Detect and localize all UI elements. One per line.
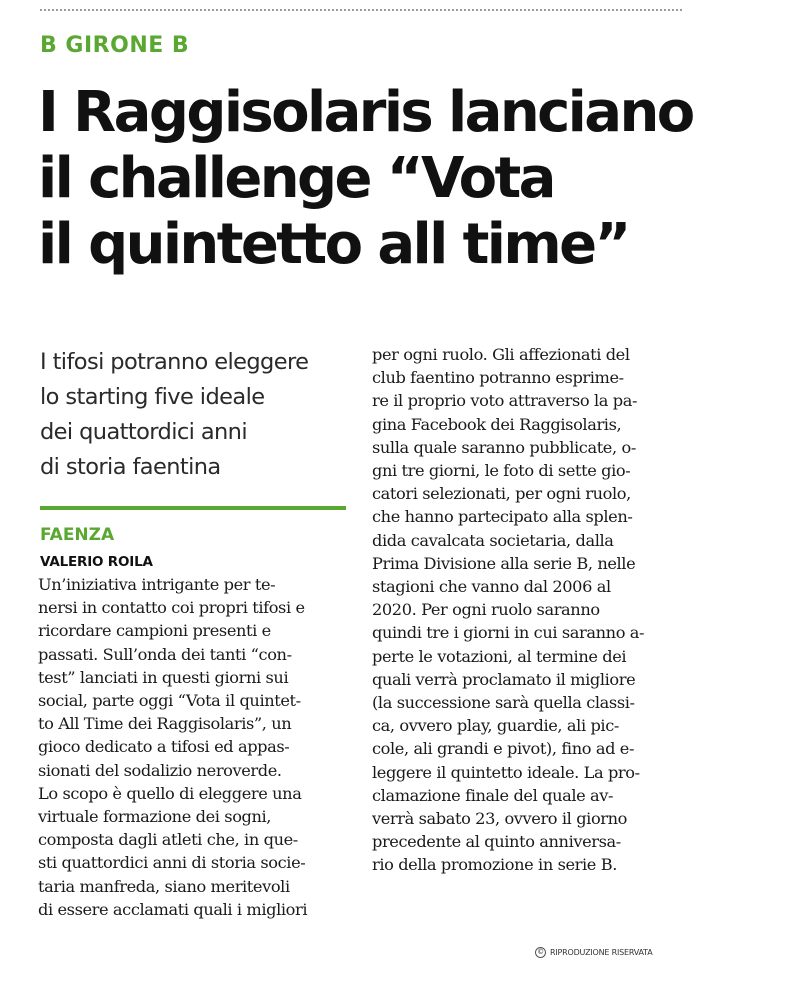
body-text-line: test” lanciati in questi giorni sui: [38, 667, 289, 687]
body-text-line: ca, ovvero play, guardie, ali pic-: [372, 716, 619, 736]
body-text-line: leggere il quintetto ideale. La pro-: [372, 762, 640, 782]
body-text-line: clamazione finale del quale av-: [372, 785, 614, 805]
body-text-line: Prima Divisione alla serie B, nelle: [372, 553, 636, 573]
body-text-line: cole, ali grandi e pivot), fino ad e-: [372, 739, 635, 759]
dateline: FAENZA: [40, 525, 115, 545]
headline-line: il quintetto all time”: [38, 212, 629, 277]
subheadline-line: dei quattordici anni: [40, 419, 247, 445]
body-text-line: nersi in contatto coi propri tifosi e: [38, 598, 305, 618]
body-text-line: dida cavalcata societaria, dalla: [372, 530, 614, 550]
body-text-line: club faentino potranno esprime-: [372, 368, 624, 388]
body-text-line: precedente al quinto anniversa-: [372, 832, 621, 852]
body-text-line: verrà sabato 23, ovvero il giorno: [372, 809, 627, 829]
body-text-line: composta dagli atleti che, in que-: [38, 830, 298, 850]
body-text-line: 2020. Per ogni ruolo saranno: [372, 600, 600, 620]
body-text-line: che hanno partecipato alla splen-: [372, 507, 633, 527]
headline: [38, 80, 693, 278]
body-text-line: sionati del sodalizio neroverde.: [38, 760, 282, 780]
body-column-right: [372, 343, 688, 877]
body-text-line: perte le votazioni, al termine dei: [372, 646, 627, 666]
body-text-line: virtuale formazione dei sogni,: [38, 807, 272, 827]
body-text-line: social, parte oggi “Vota il quintet-: [38, 691, 301, 711]
body-text-line: to All Time dei Raggisolaris”, un: [38, 714, 292, 734]
body-text-line: sulla quale saranno pubblicate, o-: [372, 437, 636, 457]
body-text-line: catori selezionati, per ogni ruolo,: [372, 484, 631, 504]
section-kicker: B GIRONE B: [40, 33, 190, 58]
body-column-left: [38, 573, 350, 921]
top-dotted-rule: [40, 9, 682, 11]
body-text-line: gni tre giorni, le foto di sette gio-: [372, 461, 631, 481]
body-text-line: ricordare campioni presenti e: [38, 621, 271, 641]
body-text-line: rio della promozione in serie B.: [372, 855, 617, 875]
body-text-line: Lo scopo è quello di eleggere una: [38, 783, 302, 803]
body-text-line: quindi tre i giorni in cui saranno a-: [372, 623, 645, 643]
body-text-line: passati. Sull’onda dei tanti “con-: [38, 644, 292, 664]
headline-line: il challenge “Vota: [38, 146, 554, 211]
green-divider: [40, 506, 346, 510]
subheadline: [40, 345, 360, 485]
subheadline-line: di storia faentina: [40, 454, 221, 480]
body-text-line: di essere acclamati quali i migliori: [38, 899, 308, 919]
body-text-line: gioco dedicato a tifosi ed appas-: [38, 737, 290, 757]
body-text-line: (la successione sarà quella classi-: [372, 693, 635, 713]
subheadline-line: lo starting five ideale: [40, 384, 265, 410]
body-text-line: gina Facebook dei Raggisolaris,: [372, 414, 622, 434]
author-byline: VALERIO ROILA: [40, 554, 153, 570]
body-text-line: quali verrà proclamato il migliore: [372, 669, 636, 689]
body-text-line: re il proprio voto attraverso la pa-: [372, 391, 638, 411]
body-text-line: Un’iniziativa intrigante per te-: [38, 575, 276, 594]
copyright-notice: [535, 947, 653, 958]
headline-line: I Raggisolaris lanciano: [38, 80, 693, 145]
body-text-line: sti quattordici anni di storia socie-: [38, 853, 306, 873]
body-text-line: taria manfreda, siano meritevoli: [38, 876, 290, 896]
body-text-line: stagioni che vanno dal 2006 al: [372, 577, 611, 597]
copyright-icon: ©: [535, 947, 546, 958]
copyright-text: RIPRODUZIONE RISERVATA: [550, 948, 653, 957]
subheadline-line: I tifosi potranno eleggere: [40, 349, 309, 375]
body-text-line: per ogni ruolo. Gli affezionati del: [372, 345, 630, 364]
